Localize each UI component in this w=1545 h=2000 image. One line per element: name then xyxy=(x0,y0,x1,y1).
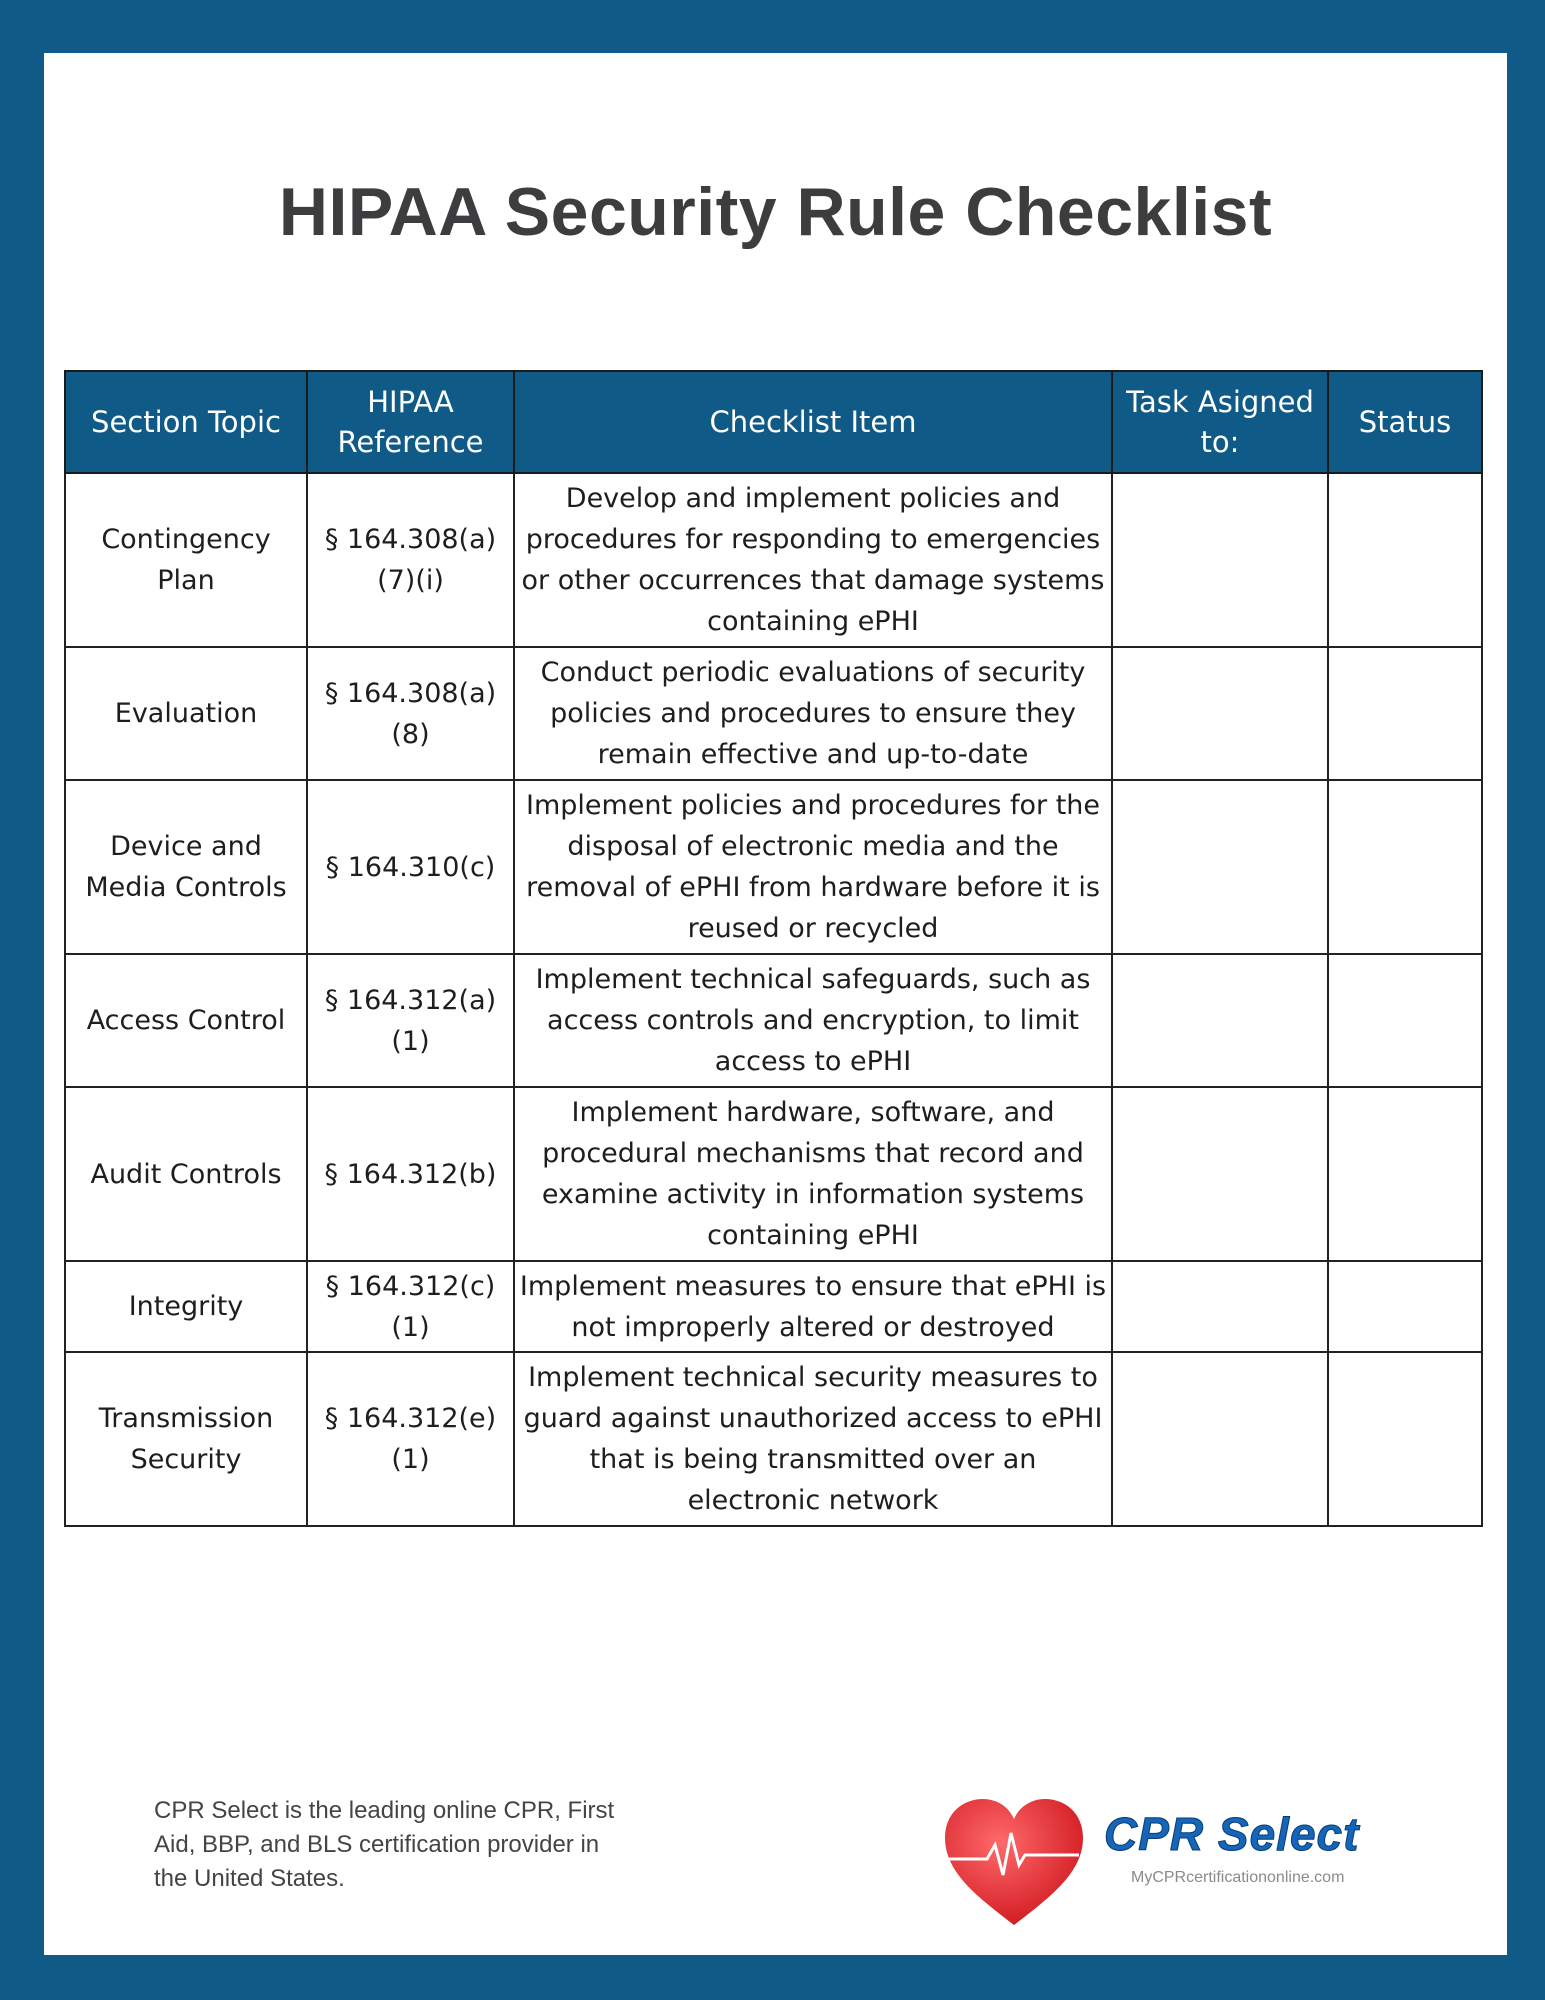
table-row xyxy=(65,647,1482,780)
cell-checklist-item: Implement hardware, software, and procedural mechanisms that record and examine activity in information systems containing ePHI xyxy=(514,1087,1112,1261)
cell-hipaa-reference: § 164.308(a)(8) xyxy=(307,647,514,780)
table-row xyxy=(65,473,1482,647)
table-header-row xyxy=(65,371,1482,473)
logo-wordmark: CPR Select xyxy=(1104,1808,1360,1860)
table-row xyxy=(65,780,1482,954)
cell-task-assigned[interactable] xyxy=(1112,647,1328,780)
cell-status[interactable] xyxy=(1328,780,1482,954)
table-row xyxy=(65,1261,1482,1352)
cell-hipaa-reference: § 164.312(e)(1) xyxy=(307,1352,514,1526)
header-section-topic: Section Topic xyxy=(65,371,307,473)
cell-checklist-item: Implement technical security measures to guard against unauthorized access to ePHI that is being transmitted over an electronic network xyxy=(514,1352,1112,1526)
cell-task-assigned[interactable] xyxy=(1112,1087,1328,1261)
cell-task-assigned[interactable] xyxy=(1112,1352,1328,1526)
header-task-assigned: Task Asigned to: xyxy=(1112,371,1328,473)
cell-section-topic: Audit Controls xyxy=(65,1087,307,1261)
cell-checklist-item: Implement measures to ensure that ePHI is not improperly altered or destroyed xyxy=(514,1261,1112,1352)
cell-hipaa-reference: § 164.308(a)(7)(i) xyxy=(307,473,514,647)
cell-status[interactable] xyxy=(1328,954,1482,1087)
cell-task-assigned[interactable] xyxy=(1112,954,1328,1087)
cell-hipaa-reference: § 164.310(c) xyxy=(307,780,514,954)
cell-task-assigned[interactable] xyxy=(1112,780,1328,954)
cell-status[interactable] xyxy=(1328,1087,1482,1261)
cell-checklist-item: Implement policies and procedures for the disposal of electronic media and the removal of ePHI from hardware before it is reused or recycled xyxy=(514,780,1112,954)
cpr-select-logo[interactable] xyxy=(939,1793,1369,1933)
header-hipaa-reference: HIPAA Reference xyxy=(307,371,514,473)
cell-checklist-item: Develop and implement policies and procedures for responding to emergencies or other occurrences that damage systems containing ePHI xyxy=(514,473,1112,647)
cell-section-topic: Contingency Plan xyxy=(65,473,307,647)
cell-section-topic: Device and Media Controls xyxy=(65,780,307,954)
logo-url: MyCPRcertificationonline.com xyxy=(1131,1869,1345,1886)
table-row xyxy=(65,954,1482,1087)
heart-ecg-icon xyxy=(939,1793,1089,1933)
cell-section-topic: Transmission Security xyxy=(65,1352,307,1526)
page-title: HIPAA Security Rule Checklist xyxy=(278,174,1273,250)
cell-checklist-item: Conduct periodic evaluations of security policies and procedures to ensure they remain effective and up-to-date xyxy=(514,647,1112,780)
cell-section-topic: Evaluation xyxy=(65,647,307,780)
cell-status[interactable] xyxy=(1328,473,1482,647)
cell-task-assigned[interactable] xyxy=(1112,473,1328,647)
cell-task-assigned[interactable] xyxy=(1112,1261,1328,1352)
cell-status[interactable] xyxy=(1328,647,1482,780)
cell-hipaa-reference: § 164.312(a)(1) xyxy=(307,954,514,1087)
table-row xyxy=(65,1352,1482,1526)
footer-description: CPR Select is the leading online CPR, First Aid, BBP, and BLS certification provider in the United States. xyxy=(154,1797,615,1892)
table-row xyxy=(65,1087,1482,1261)
cell-status[interactable] xyxy=(1328,1261,1482,1352)
cell-hipaa-reference: § 164.312(c)(1) xyxy=(307,1261,514,1352)
checklist-table xyxy=(64,370,1483,1527)
cell-section-topic: Access Control xyxy=(65,954,307,1087)
cell-checklist-item: Implement technical safeguards, such as access controls and encryption, to limit access to ePHI xyxy=(514,954,1112,1087)
header-status: Status xyxy=(1328,371,1482,473)
checklist-page xyxy=(44,53,1507,1955)
cell-status[interactable] xyxy=(1328,1352,1482,1526)
cell-hipaa-reference: § 164.312(b) xyxy=(307,1087,514,1261)
header-checklist-item: Checklist Item xyxy=(514,371,1112,473)
cell-section-topic: Integrity xyxy=(65,1261,307,1352)
